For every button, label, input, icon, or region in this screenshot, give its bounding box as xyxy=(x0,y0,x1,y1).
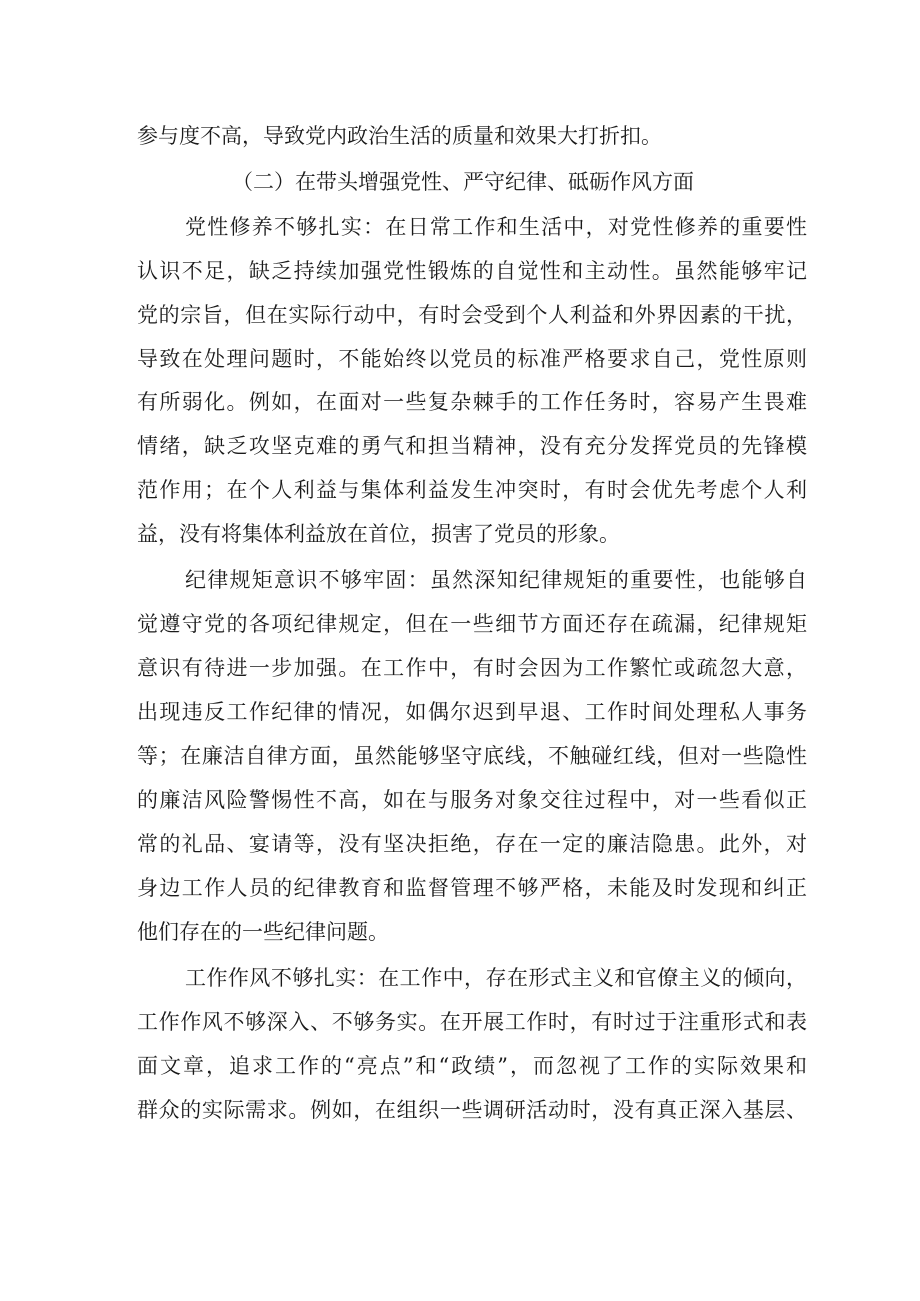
paragraph-line: 益，没有将集体利益放在首位，损害了党员的形象。 xyxy=(137,522,620,546)
paragraph-line: 身边工作人员的纪律教育和监督管理不够严格，未能及时发现和纠正 xyxy=(137,876,807,900)
paragraph-line: 常的礼品、宴请等，没有坚决拒绝，存在一定的廉洁隐患。此外，对 xyxy=(137,832,807,856)
paragraph-line: 导致在处理问题时，不能始终以党员的标准严格要求自己，党性原则 xyxy=(137,347,807,371)
paragraph-line: 面文章，追求工作的“亮点”和“政绩”，而忽视了工作的实际效果和 xyxy=(137,1054,807,1078)
paragraph-line: 党的宗旨，但在实际行动中，有时会受到个人利益和外界因素的干扰， xyxy=(137,303,807,327)
paragraph-line: 纪律规矩意识不够牢固：虽然深知纪律规矩的重要性，也能够自 xyxy=(185,568,807,592)
paragraph-line: 工作作风不够深入、不够务实。在开展工作时，有时过于注重形式和表 xyxy=(137,1010,807,1034)
paragraph-line: 认识不足，缺乏持续加强党性锻炼的自觉性和主动性。虽然能够牢记 xyxy=(137,259,807,283)
continuation-line: 参与度不高，导致党内政治生活的质量和效果大打折扣。 xyxy=(137,124,662,148)
paragraph-line: 范作用；在个人利益与集体利益发生冲突时，有时会优先考虑个人利 xyxy=(137,478,807,502)
paragraph-line: 有所弱化。例如，在面对一些复杂棘手的工作任务时，容易产生畏难 xyxy=(137,390,807,414)
section-heading: （二）在带头增强党性、严守纪律、砥砺作风方面 xyxy=(232,170,694,194)
paragraph-line: 意识有待进一步加强。在工作中，有时会因为工作繁忙或疏忽大意， xyxy=(137,656,807,680)
paragraph-line: 工作作风不够扎实：在工作中，存在形式主义和官僚主义的倾向， xyxy=(185,966,807,990)
paragraph-line: 党性修养不够扎实：在日常工作和生活中，对党性修养的重要性 xyxy=(185,215,807,239)
paragraph-line: 觉遵守党的各项纪律规定，但在一些细节方面还存在疏漏，纪律规矩 xyxy=(137,612,807,636)
paragraph-line: 情绪，缺乏攻坚克难的勇气和担当精神，没有充分发挥党员的先锋模 xyxy=(137,434,807,458)
paragraph-line: 等；在廉洁自律方面，虽然能够坚守底线，不触碰红线，但对一些隐性 xyxy=(137,744,807,768)
paragraph-line: 他们存在的一些纪律问题。 xyxy=(137,920,389,944)
paragraph-line: 出现违反工作纪律的情况，如偶尔迟到早退、工作时间处理私人事务 xyxy=(137,700,807,724)
paragraph-line: 群众的实际需求。例如，在组织一些调研活动时，没有真正深入基层、 xyxy=(137,1098,807,1122)
paragraph-line: 的廉洁风险警惕性不高，如在与服务对象交往过程中，对一些看似正 xyxy=(137,788,807,812)
